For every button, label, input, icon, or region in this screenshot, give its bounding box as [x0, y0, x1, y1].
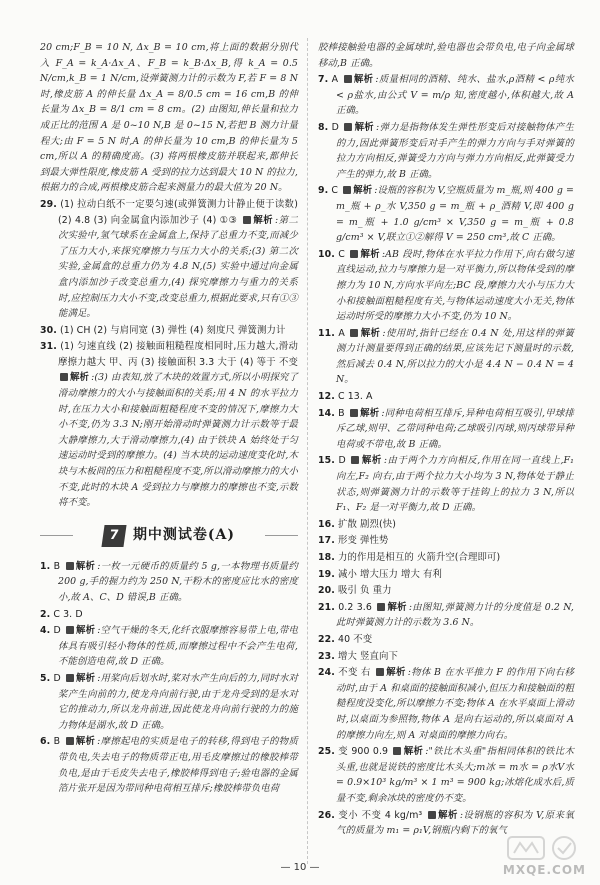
answer-text: B [53, 560, 61, 572]
answer-text: (1) CH (2) 与肩同宽 (3) 弹性 (4) 刻度尺 弹簧测力计 [60, 324, 286, 336]
question-number: 17. [318, 535, 335, 547]
answer-text: (1) 拉动白纸不一定要匀速(或弹簧测力计静止便于读数) (2) 4.8 (3) 向金属盒内添加沙子 (4) ①③ [58, 198, 298, 226]
question-number: 23. [318, 650, 335, 662]
analysis-label: 解析 [376, 667, 406, 678]
analysis-label: 解析 [60, 372, 89, 383]
analysis-text: :弹力是指物体发生弹性形变后对接触物体产生的力,因此弹簧形变后对手产生的弹力方向与手对弹簧的拉力方向相反,弹簧受力方向与弹力方向相反,此弹簧受力产生的弹力,故 B 正确。 [336, 121, 574, 180]
answer-text: D [53, 625, 61, 637]
answer-text: C 13. A [338, 391, 373, 403]
answer-text: 减小 增大压力 增大 有利 [338, 568, 443, 580]
question-number: 22. [318, 633, 335, 645]
answer-text: 不变 右 [338, 667, 371, 679]
answer-item-6 [40, 734, 298, 796]
answer-item-15 [318, 453, 574, 515]
question-number: 1. [40, 560, 51, 572]
answer-item-10 [318, 247, 574, 325]
analysis-label: 解析 [344, 74, 374, 85]
analysis-label: 解析 [344, 122, 374, 133]
answer-item-31 [40, 339, 298, 511]
analysis-text: :"铁比木头重"指相同体积的铁比木头重,也就是说铁的密度比木头大;m冰 = m水 = ρ水V水 = 0.9×10³ kg/m³ × 1 m³ = 900 kg;冰熔化成水后,质量不变,剩余冰块的密度仍不变。 [336, 746, 574, 804]
answer-item-8 [318, 120, 574, 182]
answer-item-25 [318, 744, 574, 806]
answer-item-29 [40, 197, 298, 322]
answer-text: D [331, 121, 339, 133]
analysis-label: 解析 [66, 736, 96, 747]
question-number: 24. [318, 667, 335, 679]
analysis-text: :用桨向后划水时,桨对水产生向后的力,同时水对桨产生向前的力,使龙舟向前行驶,由于龙舟受到的是水对它的推动力,所以龙舟前进,因此使龙舟向前行驶的力的施力物体是湖水,故 D 正确。 [58, 672, 298, 731]
answer-item-24 [318, 665, 574, 743]
heading-rule [40, 535, 73, 536]
answer-item-9 [318, 183, 574, 245]
analysis-text: :AB 段时,物体在水平拉力作用下,向右做匀速直线运动,拉力与摩擦力是一对平衡力,所以物体受到的摩擦力为 10 N,方向水平向左;BC 段,摩擦力大小与压力大小和接触面粗糙程度有关,与物体运动速度大小无关,物体运动时所受的摩擦力大小不变,仍为 10 N。 [336, 248, 574, 323]
question-number: 20. [318, 585, 335, 597]
question-number: 25. [318, 746, 335, 758]
answer-item-11 [318, 326, 574, 388]
answer-item-12 [318, 389, 574, 405]
analysis-text: :摩擦起电的实质是电子的转移,得到电子的物质带负电,失去电子的物质带正电,用毛皮摩擦过的橡胶棒带负电,是由于毛皮失去电子,橡胶棒得到电子;验电器的金属箔片张开是因为带同种电荷相互排斥;橡胶棒带负电荷 [58, 736, 298, 795]
answer-text: 变 900 0.9 [338, 746, 389, 758]
column-divider [307, 38, 308, 864]
analysis-text: :第二次实验中,氢气球系在金属盒上,保持了总重力不变,而减少了压力大小,来探究摩擦力与压力大小的关系;(3) 第二次实验,金属盒的总重力仍为 4.8 N,(5) 实验中通过向金属盒内添加沙子改变总重力,(4) 探究摩擦力与重力的关系时,应控制压力大小不变,改变总重力,根据此要求,只有①③能满足。 [58, 214, 298, 320]
answer-item-22 [318, 632, 574, 648]
question-number: 29. [40, 198, 57, 210]
question-number: 7. [318, 74, 329, 86]
question-number: 31. [40, 341, 57, 353]
answer-item-14 [318, 406, 574, 453]
answer-item-21 [318, 600, 574, 631]
page-number: — 10 — [280, 862, 320, 873]
answer-item-19 [318, 567, 574, 583]
question-number: 11. [318, 327, 335, 339]
analysis-label: 解析 [243, 215, 273, 226]
analysis-text: :同种电荷相互排斥,异种电荷相互吸引,甲球排斥乙球,则甲、乙带同种电荷;乙球吸引丙球,则丙球带异种电荷或不带电,故 B 正确。 [336, 407, 574, 450]
answer-text: C [338, 248, 345, 260]
question-number: 14. [318, 407, 335, 419]
analysis-label: 解析 [66, 561, 96, 572]
analysis-label: 解析 [428, 810, 458, 821]
continued-solution-text: 20 cm;F_B = 10 N, Δx_B = 10 cm,将上面的数据分别代入 F_A = k_A·Δx_A、F_B = k_B·Δx_B,得 k_A = 0.5 N/cm,k_B = 1 N/cm,设弹簧测力计的示数为 F,若 F = 8 N 时,橡皮筋 A 的伸长量 Δx_A = 8/0.5 cm = 16 cm,B 的伸长量为 Δx_B = 8/1 cm = 8 cm。(2) 由图知,伸长量和拉力成正比的范围 A 是 0~10 N,B 是 0~15 N,若把 B 测力计量程大;由 F = 5 N 时,A 的伸长量为 10 cm,B 的伸长量为 5 cm,所以 A 的精确度高。(3) 将两根橡皮筋并联起来,都伸长到最大弹性限度,橡皮筋 A 受到的拉力达到最大 10 N 的拉力,根据力的合成,两根橡皮筋合起来测量力的最大值为 20 N。 [40, 42, 298, 194]
answer-text: A [331, 74, 339, 86]
analysis-text: :一枚一元硬币的质量约 5 g,一本物理书质量约 200 g,手的握力约为 250 N,干粉木的密度应比水的密度小,故 A、C、D 错误,B 正确。 [58, 560, 298, 603]
answer-text: C [331, 185, 339, 197]
analysis-label: 解析 [350, 408, 379, 419]
question-number: 8. [318, 121, 329, 133]
analysis-label: 解析 [343, 185, 372, 196]
answer-text: 变小 不变 4 kg/m³ [338, 809, 423, 821]
answer-text: 增大 竖直向下 [338, 650, 398, 662]
answer-item-4 [40, 623, 298, 670]
answer-text: 力的作用是相互的 火箭升空(合理即可) [338, 552, 501, 563]
answer-item-7 [318, 72, 574, 119]
section-title: 期中测试卷(A) [132, 527, 236, 544]
question-number: 15. [318, 455, 335, 467]
question-number: 26. [318, 809, 335, 821]
analysis-text: :物体 B 在水平推力 F 的作用下向右移动时,由于 A 和桌面的接触面积减小,但压力和接触面的粗糙程度没变化,所以摩擦力不变;物体 A 在水平桌面上滑动时,以桌面为参照物,物体 A 是向右运动的,所以桌面对 A 的摩擦力向左,则 A 对桌面的摩擦力向右。 [336, 667, 574, 741]
question-number: 4. [40, 625, 51, 637]
analysis-label: 解析 [351, 455, 381, 466]
question-number: 10. [318, 248, 335, 260]
question-number: 6. [40, 736, 51, 748]
right-column [318, 40, 574, 840]
answer-item-20 [318, 583, 574, 599]
analysis-text: :空气干燥的冬天,化纤衣服摩擦容易带上电,带电体具有吸引轻小物体的性质,而摩擦过程中不会产生电荷,不能创造电荷,故 D 正确。 [58, 625, 298, 668]
analysis-label: 解析 [350, 328, 380, 339]
analysis-label: 解析 [66, 673, 95, 684]
answer-item-1 [40, 559, 298, 606]
question-number: 30. [40, 324, 57, 336]
answer-text: B [338, 407, 345, 419]
continued-solution-text: 胶棒接触验电器的金属球时,验电器也会带负电,电子向金属球移动,B 正确。 [318, 42, 574, 69]
answer-item-30 [40, 323, 298, 339]
section-number-badge: 7 [101, 525, 126, 547]
section-heading [40, 525, 298, 547]
question-number: 2. [40, 608, 51, 620]
heading-rule [265, 535, 298, 536]
question-number: 18. [318, 552, 335, 563]
answer-text: 扩散 剧烈(快) [338, 518, 396, 530]
answer-item-5 [40, 671, 298, 733]
question-number: 12. [318, 391, 335, 403]
question-number: 5. [40, 672, 51, 684]
answer-item-18 [318, 550, 574, 566]
analysis-text: :使用时,指针已经在 0.4 N 处,用这样的弹簧测力计测量要得到正确的结果,应该先记下测量时的示数,然后减去 0.4 N,所以拉力的大小是 4.4 N − 0.4 N = 4 N。 [336, 327, 574, 386]
analysis-text: :由于两个力方向相反,作用在同一直线上,F₁ 向左,F₂ 向右,由于两个拉力大小均为 3 N,物体处于静止状态,则弹簧测力计的示数等于挂钩上的拉力 3 N,所以 F₁、F₂ 是一对平衡力,故 D 正确。 [336, 455, 574, 514]
analysis-text: :质量相同的酒精、纯水、盐水,ρ酒精 < ρ纯水 < ρ盐水,由公式 V = m/ρ 知,密度越小,体积越大,故 A 正确。 [336, 74, 574, 117]
answer-text: A [338, 327, 345, 339]
answer-item-2 [40, 607, 298, 623]
answer-text: D [338, 455, 346, 467]
analysis-text: :设钢瓶的容积为 V,原来氧气的质量为 m₁ = ρ₁V,钢瓶内剩下的氧气 [336, 809, 574, 837]
answer-text: C 3. D [53, 608, 83, 620]
answer-item-23 [318, 649, 574, 665]
analysis-label: 解析 [66, 625, 95, 636]
analysis-text: :(3) 由表知,放了木块的效置方式,所以小明探究了滑动摩擦力的大小与接触面积的关系;用 4 N 的水平拉力时,在压力大小和接触面粗糙程度不变的情况下,摩擦力大小不变,仍为 3.3 N;刚开始滑动时弹簧测力计示数等于最大静摩擦力,大于滑动摩擦力,(4) 由于铁块 A 始终处于匀速运动时受到的摩擦力。(4) 当木块的运动速度变化时,木块与木板间的压力和粗糙程度不变,所以滑动摩擦力的大小不变,此时的木块 A 受到拉力与摩擦力的摩擦也不变,示数将不变。 [58, 372, 299, 509]
watermark-text: MXQE.COM [502, 863, 586, 877]
analysis-label: 解析 [350, 249, 380, 260]
answer-text: 0.2 3.6 [338, 601, 372, 613]
question-number: 19. [318, 568, 335, 580]
left-column [40, 40, 298, 798]
analysis-text: :设瓶的容积为 V,空瓶质量为 m_瓶,则 400 g = m_瓶 + ρ_水 V,350 g = m_瓶 + ρ_酒精 V,即 400 g = m_瓶 + 1.0 g/cm³ × V,350 g = m_瓶 + 0.8 g/cm³ × V,联立①②解得 V = 250 cm³,故 C 正确。 [336, 185, 574, 244]
analysis-label: 解析 [393, 746, 423, 757]
question-number: 21. [318, 601, 335, 613]
question-number: 16. [318, 518, 335, 530]
analysis-label: 解析 [377, 602, 407, 613]
answer-text: 吸引 负 重力 [338, 585, 392, 597]
answer-text: D [53, 672, 61, 684]
answer-text: 40 不变 [338, 633, 373, 645]
analysis-text: :由图知,弹簧测力计的分度值是 0.2 N,此时弹簧测力计的示数为 3.6 N。 [336, 601, 575, 629]
answer-item-16 [318, 517, 574, 533]
question-number: 9. [318, 185, 329, 197]
answer-item-17 [318, 533, 574, 549]
answer-text: 形变 弹性势 [338, 535, 389, 547]
answer-text: B [53, 736, 61, 748]
answer-text: (1) 匀速直线 (2) 接触面粗糙程度相同时,压力越大,滑动摩擦力越大 甲、丙 (3) 接触面积 3.3 大于 (4) 等于 不变 [58, 341, 298, 368]
